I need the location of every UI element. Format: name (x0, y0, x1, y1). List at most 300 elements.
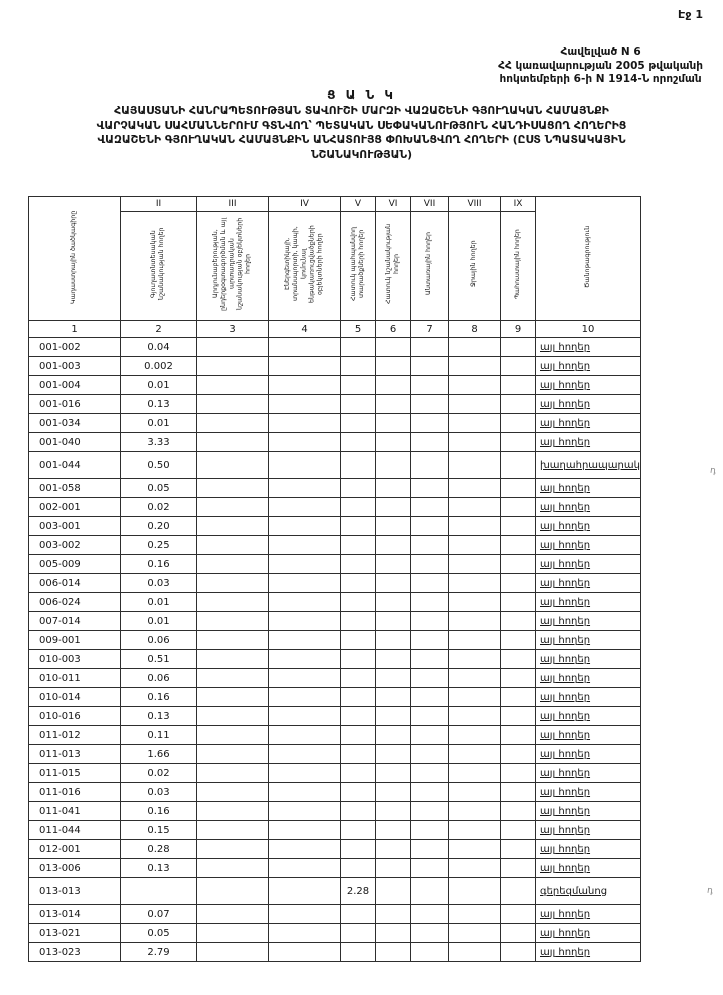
value-cell-8 (449, 943, 501, 962)
note-cell: այլ հողեր (536, 859, 641, 878)
value-cell-5 (341, 395, 376, 414)
value-cell-7 (411, 612, 449, 631)
value-cell-3 (197, 783, 269, 802)
column-number-2: 2 (121, 321, 197, 338)
table-row (29, 650, 641, 669)
value-cell-9 (501, 414, 536, 433)
value-cell-6 (376, 395, 411, 414)
value-cell-4 (269, 338, 341, 357)
value-cell-5 (341, 924, 376, 943)
value-cell-2: 1.66 (121, 745, 197, 764)
cadastral-code-cell: 011-044 (29, 821, 121, 840)
cadastral-code-cell: 001-002 (29, 338, 121, 357)
column-number-5: 5 (341, 321, 376, 338)
header-water-lands: Ջրային հողեր (449, 212, 501, 321)
value-cell-3 (197, 726, 269, 745)
value-cell-8 (449, 707, 501, 726)
column-number-6: 6 (376, 321, 411, 338)
value-cell-6 (376, 924, 411, 943)
value-cell-5 (341, 802, 376, 821)
value-cell-9 (501, 840, 536, 859)
cadastral-code-cell: 013-013 (29, 878, 121, 905)
table-row (29, 357, 641, 376)
value-cell-6 (376, 452, 411, 479)
value-cell-9 (501, 764, 536, 783)
note-cell: այլ հողեր (536, 726, 641, 745)
value-cell-9 (501, 452, 536, 479)
value-cell-2: 0.07 (121, 905, 197, 924)
table-row (29, 943, 641, 962)
note-cell: այլ հողեր (536, 612, 641, 631)
value-cell-3 (197, 943, 269, 962)
note-cell: գերեզմանոց (536, 878, 641, 905)
value-cell-8 (449, 650, 501, 669)
header-forest-lands: Անտառային հողեր (411, 212, 449, 321)
value-cell-5 (341, 536, 376, 555)
value-cell-2: 3.33 (121, 433, 197, 452)
value-cell-5 (341, 433, 376, 452)
note-cell: այլ հողեր (536, 707, 641, 726)
value-cell-9 (501, 338, 536, 357)
value-cell-9 (501, 821, 536, 840)
value-cell-5 (341, 943, 376, 962)
value-cell-5 (341, 840, 376, 859)
value-cell-5 (341, 707, 376, 726)
value-cell-6 (376, 357, 411, 376)
value-cell-3 (197, 433, 269, 452)
value-cell-5 (341, 745, 376, 764)
value-cell-6 (376, 414, 411, 433)
value-cell-6 (376, 536, 411, 555)
value-cell-2: 0.11 (121, 726, 197, 745)
margin-pencil-mark: դ (709, 465, 717, 477)
table-row (29, 479, 641, 498)
value-cell-7 (411, 555, 449, 574)
value-cell-7 (411, 433, 449, 452)
document-heading: Ց Ա Ն Կ (327, 88, 396, 102)
value-cell-4 (269, 574, 341, 593)
value-cell-9 (501, 555, 536, 574)
cadastral-code-cell: 012-001 (29, 840, 121, 859)
value-cell-5 (341, 612, 376, 631)
value-cell-6 (376, 859, 411, 878)
value-cell-4 (269, 745, 341, 764)
value-cell-7 (411, 905, 449, 924)
value-cell-4 (269, 376, 341, 395)
value-cell-4 (269, 612, 341, 631)
table-row (29, 764, 641, 783)
numeral-V: V (341, 197, 376, 212)
cadastral-code-cell: 011-041 (29, 802, 121, 821)
value-cell-3 (197, 376, 269, 395)
note-cell: այլ հողեր (536, 395, 641, 414)
value-cell-6 (376, 669, 411, 688)
value-cell-9 (501, 688, 536, 707)
value-cell-8 (449, 574, 501, 593)
header-cadastral-code: Կադաստրային ծածկագիրը (29, 197, 121, 321)
value-cell-3 (197, 764, 269, 783)
value-cell-3 (197, 821, 269, 840)
value-cell-2: 0.25 (121, 536, 197, 555)
page-number: Էջ 1 (678, 8, 703, 21)
value-cell-4 (269, 840, 341, 859)
value-cell-2: 0.20 (121, 517, 197, 536)
margin-pencil-mark: դ (706, 885, 714, 897)
table-row (29, 905, 641, 924)
table-body (29, 338, 641, 962)
value-cell-7 (411, 414, 449, 433)
header-note: Ծանոթագրություն (536, 197, 641, 321)
value-cell-3 (197, 745, 269, 764)
header-energy-transport-lands: Էներգետիկայի, տրանսպորտի, կապի, կոմունալ ենթակառուցվածքների օբյեկտների հողեր (269, 212, 341, 321)
note-cell: այլ հողեր (536, 783, 641, 802)
table-row (29, 924, 641, 943)
value-cell-4 (269, 517, 341, 536)
numeral-row (29, 197, 641, 212)
value-cell-7 (411, 707, 449, 726)
annex-line-2: ՀՀ կառավարության 2005 թվականի (498, 59, 703, 72)
value-cell-6 (376, 878, 411, 905)
value-cell-3 (197, 357, 269, 376)
cadastral-code-cell: 010-003 (29, 650, 121, 669)
note-cell: այլ հողեր (536, 745, 641, 764)
title-line-3: ՎԱԶԱՇԵՆԻ ԳՅՈՒՂԱԿԱՆ ՀԱՄԱՅՆՔԻՆ ԱՆՀԱՏՈՒՅՑ ՓՈԽԱՆՑՎՈՂ ՀՈՂԵՐԻ (ԸՍՏ ՆՊԱՏԱԿԱՅԻՆ (97, 133, 626, 147)
cadastral-code-cell: 001-040 (29, 433, 121, 452)
value-cell-9 (501, 924, 536, 943)
value-cell-7 (411, 536, 449, 555)
value-cell-3 (197, 574, 269, 593)
value-cell-2: 0.16 (121, 802, 197, 821)
column-number-7: 7 (411, 321, 449, 338)
cadastral-code-cell: 001-034 (29, 414, 121, 433)
value-cell-5 (341, 452, 376, 479)
table-row (29, 555, 641, 574)
value-cell-8 (449, 688, 501, 707)
value-cell-9 (501, 859, 536, 878)
value-cell-6 (376, 840, 411, 859)
value-cell-9 (501, 745, 536, 764)
value-cell-9 (501, 357, 536, 376)
value-cell-3 (197, 707, 269, 726)
table-row (29, 745, 641, 764)
value-cell-3 (197, 612, 269, 631)
value-cell-4 (269, 498, 341, 517)
value-cell-5 (341, 574, 376, 593)
numeral-IX: IX (501, 197, 536, 212)
value-cell-3 (197, 802, 269, 821)
document-title (31, 104, 692, 162)
value-cell-7 (411, 726, 449, 745)
value-cell-6 (376, 821, 411, 840)
value-cell-5 (341, 859, 376, 878)
note-cell: այլ հողեր (536, 688, 641, 707)
value-cell-7 (411, 783, 449, 802)
cadastral-code-cell: 011-013 (29, 745, 121, 764)
value-cell-2: 0.01 (121, 593, 197, 612)
value-cell-9 (501, 943, 536, 962)
value-cell-9 (501, 433, 536, 452)
value-cell-7 (411, 452, 449, 479)
value-cell-6 (376, 783, 411, 802)
table-row (29, 840, 641, 859)
value-cell-2: 0.51 (121, 650, 197, 669)
value-cell-4 (269, 821, 341, 840)
value-cell-4 (269, 783, 341, 802)
value-cell-4 (269, 859, 341, 878)
table-row (29, 783, 641, 802)
value-cell-8 (449, 783, 501, 802)
value-cell-9 (501, 376, 536, 395)
cadastral-code-cell: 001-003 (29, 357, 121, 376)
value-cell-5 (341, 669, 376, 688)
table-row (29, 878, 641, 905)
column-number-1: 1 (29, 321, 121, 338)
cadastral-code-cell: 010-011 (29, 669, 121, 688)
value-cell-6 (376, 433, 411, 452)
column-number-8: 8 (449, 321, 501, 338)
cadastral-code-cell: 011-012 (29, 726, 121, 745)
value-cell-6 (376, 593, 411, 612)
note-cell: այլ հողեր (536, 924, 641, 943)
value-cell-8 (449, 395, 501, 414)
note-cell: այլ հողեր (536, 338, 641, 357)
value-cell-2: 0.002 (121, 357, 197, 376)
value-cell-9 (501, 498, 536, 517)
value-cell-6 (376, 338, 411, 357)
value-cell-5 (341, 376, 376, 395)
note-cell: այլ հողեր (536, 650, 641, 669)
value-cell-5 (341, 555, 376, 574)
value-cell-9 (501, 517, 536, 536)
value-cell-8 (449, 517, 501, 536)
value-cell-6 (376, 726, 411, 745)
value-cell-2: 0.06 (121, 631, 197, 650)
value-cell-3 (197, 414, 269, 433)
value-cell-5 (341, 593, 376, 612)
value-cell-5 (341, 905, 376, 924)
value-cell-2: 0.01 (121, 414, 197, 433)
note-cell: այլ հողեր (536, 376, 641, 395)
value-cell-9 (501, 631, 536, 650)
table-row (29, 395, 641, 414)
value-cell-3 (197, 517, 269, 536)
table-row (29, 574, 641, 593)
cadastral-code-cell: 010-016 (29, 707, 121, 726)
value-cell-7 (411, 764, 449, 783)
note-cell: այլ հողեր (536, 764, 641, 783)
value-cell-6 (376, 707, 411, 726)
value-cell-7 (411, 650, 449, 669)
value-cell-5 (341, 517, 376, 536)
table-row (29, 707, 641, 726)
value-cell-6 (376, 479, 411, 498)
value-cell-8 (449, 905, 501, 924)
value-cell-7 (411, 517, 449, 536)
table-row (29, 498, 641, 517)
value-cell-9 (501, 783, 536, 802)
value-cell-7 (411, 943, 449, 962)
value-cell-8 (449, 726, 501, 745)
value-cell-2: 0.05 (121, 924, 197, 943)
table-row (29, 726, 641, 745)
table-row (29, 414, 641, 433)
value-cell-2: 0.16 (121, 555, 197, 574)
value-cell-2: 0.02 (121, 498, 197, 517)
note-cell: այլ հողեր (536, 631, 641, 650)
value-cell-5 (341, 479, 376, 498)
numeral-III: III (197, 197, 269, 212)
value-cell-5 (341, 498, 376, 517)
value-cell-9 (501, 395, 536, 414)
value-cell-3 (197, 479, 269, 498)
value-cell-5: 2.28 (341, 878, 376, 905)
value-cell-9 (501, 905, 536, 924)
table-row (29, 688, 641, 707)
note-cell: այլ հողեր (536, 433, 641, 452)
value-cell-4 (269, 764, 341, 783)
value-cell-7 (411, 479, 449, 498)
value-cell-2: 0.02 (121, 764, 197, 783)
table-row (29, 376, 641, 395)
value-cell-8 (449, 669, 501, 688)
cadastral-code-cell: 007-014 (29, 612, 121, 631)
value-cell-9 (501, 878, 536, 905)
cadastral-code-cell: 009-001 (29, 631, 121, 650)
value-cell-8 (449, 452, 501, 479)
value-cell-8 (449, 433, 501, 452)
value-cell-5 (341, 650, 376, 669)
value-cell-5 (341, 764, 376, 783)
note-cell: այլ հողեր (536, 943, 641, 962)
value-cell-2: 0.16 (121, 688, 197, 707)
value-cell-4 (269, 395, 341, 414)
cadastral-code-cell: 005-009 (29, 555, 121, 574)
value-cell-6 (376, 376, 411, 395)
value-cell-8 (449, 612, 501, 631)
value-cell-8 (449, 764, 501, 783)
value-cell-3 (197, 498, 269, 517)
note-cell: այլ հողեր (536, 555, 641, 574)
value-cell-2: 0.03 (121, 574, 197, 593)
value-cell-4 (269, 650, 341, 669)
value-cell-5 (341, 726, 376, 745)
note-cell: այլ հողեր (536, 357, 641, 376)
value-cell-8 (449, 593, 501, 612)
value-cell-7 (411, 840, 449, 859)
cadastral-code-cell: 001-016 (29, 395, 121, 414)
header-agricultural-lands: Գյուղատնտեսական նշանակության հողեր (121, 212, 197, 321)
value-cell-9 (501, 574, 536, 593)
value-cell-2: 0.04 (121, 338, 197, 357)
value-cell-8 (449, 414, 501, 433)
table-row (29, 612, 641, 631)
note-cell: այլ հողեր (536, 479, 641, 498)
value-cell-4 (269, 433, 341, 452)
value-cell-6 (376, 764, 411, 783)
table-row (29, 433, 641, 452)
value-cell-7 (411, 338, 449, 357)
value-cell-8 (449, 357, 501, 376)
value-cell-5 (341, 821, 376, 840)
value-cell-4 (269, 878, 341, 905)
value-cell-4 (269, 726, 341, 745)
table-row (29, 669, 641, 688)
value-cell-3 (197, 650, 269, 669)
value-cell-4 (269, 924, 341, 943)
value-cell-7 (411, 631, 449, 650)
value-cell-9 (501, 707, 536, 726)
value-cell-7 (411, 924, 449, 943)
value-cell-5 (341, 688, 376, 707)
value-cell-5 (341, 357, 376, 376)
value-cell-9 (501, 612, 536, 631)
value-cell-5 (341, 414, 376, 433)
cadastral-code-cell: 001-004 (29, 376, 121, 395)
value-cell-7 (411, 574, 449, 593)
value-cell-3 (197, 878, 269, 905)
title-line-1: ՀԱՅԱՍՏԱՆԻ ՀԱՆՐԱՊԵՏՈՒԹՅԱՆ ՏԱՎՈՒՇԻ ՄԱՐԶԻ ՎԱԶԱՇԵՆԻ ԳՅՈՒՂԱԿԱՆ ՀԱՄԱՅՆՔԻ (114, 104, 609, 117)
note-cell: այլ հողեր (536, 905, 641, 924)
column-number-3: 3 (197, 321, 269, 338)
cadastral-code-cell: 013-006 (29, 859, 121, 878)
cadastral-code-cell: 010-014 (29, 688, 121, 707)
value-cell-4 (269, 905, 341, 924)
note-cell: այլ հողեր (536, 414, 641, 433)
table-row (29, 802, 641, 821)
numeral-IV: IV (269, 197, 341, 212)
value-cell-7 (411, 498, 449, 517)
value-cell-5 (341, 338, 376, 357)
table-row (29, 452, 641, 479)
value-cell-4 (269, 707, 341, 726)
note-cell: այլ հողեր (536, 536, 641, 555)
value-cell-3 (197, 555, 269, 574)
value-cell-7 (411, 357, 449, 376)
cadastral-code-cell: 011-016 (29, 783, 121, 802)
value-cell-2: 0.05 (121, 479, 197, 498)
value-cell-4 (269, 479, 341, 498)
column-number-9: 9 (501, 321, 536, 338)
cadastral-code-cell: 013-014 (29, 905, 121, 924)
value-cell-7 (411, 669, 449, 688)
value-cell-3 (197, 338, 269, 357)
value-cell-7 (411, 745, 449, 764)
value-cell-7 (411, 802, 449, 821)
value-cell-3 (197, 395, 269, 414)
value-cell-8 (449, 376, 501, 395)
value-cell-9 (501, 802, 536, 821)
numeral-II: II (121, 197, 197, 212)
cadastral-code-cell: 006-024 (29, 593, 121, 612)
value-cell-4 (269, 414, 341, 433)
table-row (29, 593, 641, 612)
value-cell-8 (449, 821, 501, 840)
note-cell: այլ հողեր (536, 574, 641, 593)
value-cell-3 (197, 840, 269, 859)
annex-line-1: Հավելված N 6 (560, 46, 641, 58)
title-line-2: ՎԱՐՉԱԿԱՆ ՍԱՀՄԱՆՆԵՐՈՒՄ ԳՏՆՎՈՂ՝ ՊԵՏԱԿԱՆ ՍԵՓԱԿԱՆՈՒԹՅՈՒՆ ՀԱՆԴԻՍԱՑՈՂ ՀՈՂԵՐԻՑ (96, 118, 627, 132)
value-cell-8 (449, 859, 501, 878)
value-cell-8 (449, 840, 501, 859)
value-cell-6 (376, 498, 411, 517)
numeral-VII: VII (411, 197, 449, 212)
value-cell-4 (269, 555, 341, 574)
value-cell-7 (411, 859, 449, 878)
note-cell: խաղահրապարակ (536, 452, 641, 479)
value-cell-9 (501, 536, 536, 555)
value-cell-2: 0.01 (121, 612, 197, 631)
value-cell-3 (197, 669, 269, 688)
